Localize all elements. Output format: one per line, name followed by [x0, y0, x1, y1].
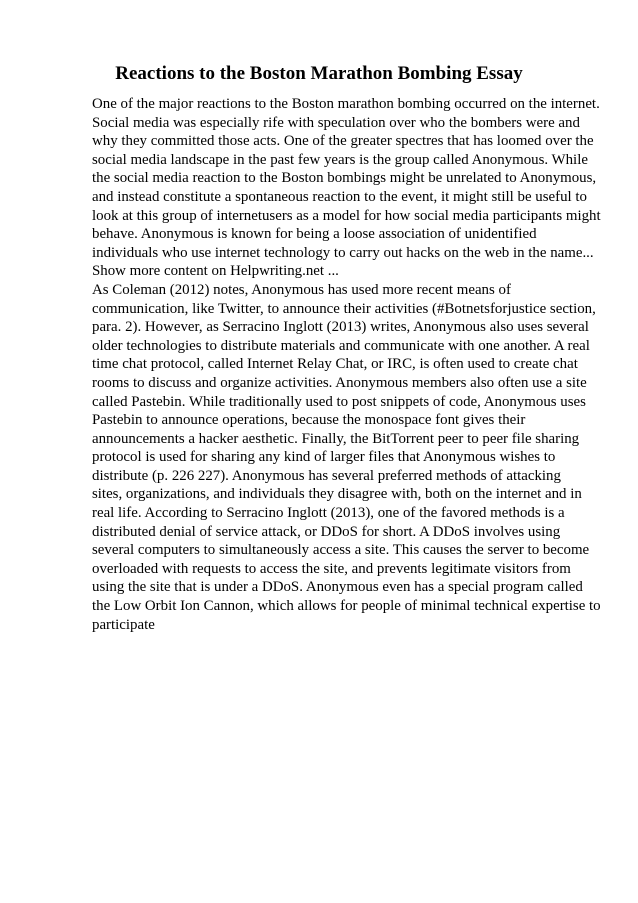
body-line: called Pastebin. While traditionally used to post snippets of code, Anonymous uses — [92, 393, 586, 410]
body-line: Pastebin to announce operations, because the monospace font gives their — [92, 412, 526, 429]
document-body — [92, 95, 601, 634]
body-line: overloaded with requests to access the site, and prevents legitimate visitors from — [92, 560, 571, 577]
body-line: social media landscape in the past few years is the group called Anonymous. While — [92, 151, 588, 168]
body-line: participate — [92, 616, 155, 633]
body-line: why they committed those acts. One of the greater spectres that has loomed over the — [92, 133, 594, 150]
show-more-link[interactable]: Show more content on Helpwriting.net ... — [92, 263, 339, 280]
body-line: As Coleman (2012) notes, Anonymous has used more recent means of — [92, 281, 511, 298]
body-line: communication, like Twitter, to announce their activities (#Botnetsforjustice section, — [92, 300, 596, 317]
body-line: the Low Orbit Ion Cannon, which allows for people of minimal technical expertise to — [92, 598, 601, 615]
body-line: individuals who use internet technology to carry out hacks on the web in the name... — [92, 244, 594, 261]
body-line: look at this group of internetusers as a model for how social media participants might — [92, 207, 601, 224]
body-line: the social media reaction to the Boston bombings might be unrelated to Anonymous, — [92, 170, 597, 187]
body-line: several computers to simultaneously access a site. This causes the server to become — [92, 542, 590, 559]
body-line: sites, organizations, and individuals they disagree with, both on the internet and in — [92, 486, 582, 503]
body-line: using the site that is under a DDoS. Anonymous even has a special program called — [92, 579, 583, 596]
body-line: distributed denial of service attack, or DDoS for short. A DDoS involves using — [92, 523, 561, 540]
body-line: real life. According to Serracino Inglott (2013), one of the favored methods is a — [92, 505, 565, 522]
document-title: Reactions to the Boston Marathon Bombing Essay — [115, 63, 523, 84]
body-line: distribute (p. 226 227). Anonymous has several preferred methods of attacking — [92, 467, 561, 484]
body-line: para. 2). However, as Serracino Inglott (2013) writes, Anonymous also uses several — [92, 319, 589, 336]
body-line: older technologies to distribute materials and communicate with one another. A real — [92, 337, 590, 354]
body-line: announcements a hacker aesthetic. Finally, the BitTorrent peer to peer file sharing — [92, 430, 580, 447]
body-line: behave. Anonymous is known for being a loose association of unidentified — [92, 226, 537, 243]
body-line: One of the major reactions to the Boston marathon bombing occurred on the internet. — [92, 96, 600, 112]
body-line: rooms to discuss and organize activities. Anonymous members also often use a site — [92, 374, 587, 391]
body-line: time chat protocol, called Internet Relay Chat, or IRC, is often used to create chat — [92, 356, 578, 373]
body-line: and instead constitute a spontaneous reaction to the event, it might still be useful to — [92, 188, 588, 205]
body-line: Social media was especially rife with speculation over who the bombers were and — [92, 114, 580, 131]
body-line: protocol is used for sharing any kind of larger files that Anonymous wishes to — [92, 449, 556, 466]
